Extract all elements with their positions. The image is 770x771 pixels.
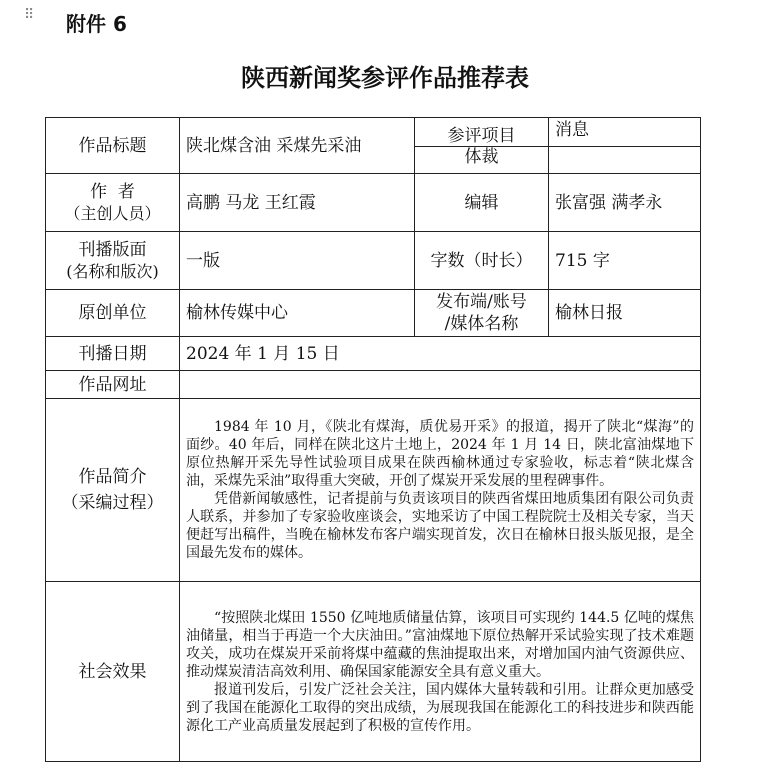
effect-label: 社会效果 [46, 582, 180, 762]
drag-handle-icon[interactable]: ⠿ [24, 7, 36, 23]
publisher-label-line1: 发布端/账号 [436, 292, 527, 312]
effect-paragraph: “按照陕北煤田 1550 亿吨地质储量估算，该项目可实现约 144.5 亿吨的煤焦油储量，相当于再造一个大庆油田。”富油煤地下原位热解开采试验实现了技术难题攻关，成功在煤炭开采前将煤中蕴藏的焦油提取出来，对增加国内油气资源供应、推动煤炭清洁高效利用、确保国家能源安全具有意义重大。 [186, 609, 694, 680]
date-value: 2024 年 1 月 15 日 [180, 337, 701, 371]
page-label [46, 232, 180, 290]
page-label-line1: 刊播版面 [78, 240, 147, 260]
editor-value: 张富强 满孝永 [549, 174, 701, 232]
genre-label: 体裁 [415, 147, 549, 174]
publisher-label-line2: /媒体名称 [444, 314, 519, 334]
page-label-line2: (名称和版次) [66, 262, 159, 281]
recommendation-form [45, 117, 701, 762]
publisher-value: 榆林日报 [549, 290, 701, 337]
intro-label [46, 399, 180, 582]
page-title: 陕西新闻奖参评作品推荐表 [241, 64, 529, 92]
author-label-line2: （主创人员） [64, 204, 161, 223]
attachment-label: 附件 6 [66, 12, 127, 36]
author-label [46, 174, 180, 232]
unit-label: 原创单位 [46, 290, 180, 337]
publisher-label [415, 290, 549, 337]
wordcount-value: 715 字 [549, 232, 701, 290]
author-value: 高鹏 马龙 王红霞 [180, 174, 415, 232]
intro-label-line1: 作品简介 [78, 467, 147, 487]
author-label-line1: 作 者 [90, 182, 135, 202]
title-label: 作品标题 [46, 118, 180, 174]
url-label: 作品网址 [46, 371, 180, 399]
category-value: 消息 [549, 118, 701, 147]
intro-paragraph: 凭借新闻敏感性，记者提前与负责该项目的陕西省煤田地质集团有限公司负责人联系，并参加了专家验收座谈会，实地采访了中国工程院院士及相关专家，当天便赶写出稿件，当晚在榆林发布客户端实现首发，次日在榆林日报头版见报，是全国最先发布的媒体。 [186, 491, 694, 561]
intro-paragraph: 1984 年 10 月，《陕北有煤海，质优易开采》的报道，揭开了陕北“煤海”的面纱。40 年后，同样在陕北这片土地上，2024 年 1 月 14 日，陕北富油煤地下原位热解开采先导性试验项目成果在陕西榆林通过专家验收，标志着“陕北煤含油，采煤先采油”取得重大突破，开创了煤炭开采发展的里程碑事件。 [186, 419, 694, 489]
intro-label-line2: （采编过程） [61, 493, 164, 513]
unit-value: 榆林传媒中心 [180, 290, 415, 337]
wordcount-label: 字数（时长） [415, 232, 549, 290]
genre-value [549, 147, 701, 174]
category-label: 参评项目 [415, 118, 549, 147]
effect-content [180, 582, 701, 762]
page-value: 一版 [180, 232, 415, 290]
date-label: 刊播日期 [46, 337, 180, 371]
title-value: 陕北煤含油 采煤先采油 [180, 118, 415, 174]
effect-paragraph: 报道刊发后，引发广泛社会关注，国内媒体大量转载和引用。让群众更加感受到了我国在能源化工取得的突出成绩，为展现我国在能源化工的科技进步和陕西能源化工产业高质量发展起到了积极的宣传作用。 [186, 681, 694, 734]
editor-label: 编辑 [415, 174, 549, 232]
intro-content [180, 399, 701, 582]
url-value [180, 371, 701, 399]
